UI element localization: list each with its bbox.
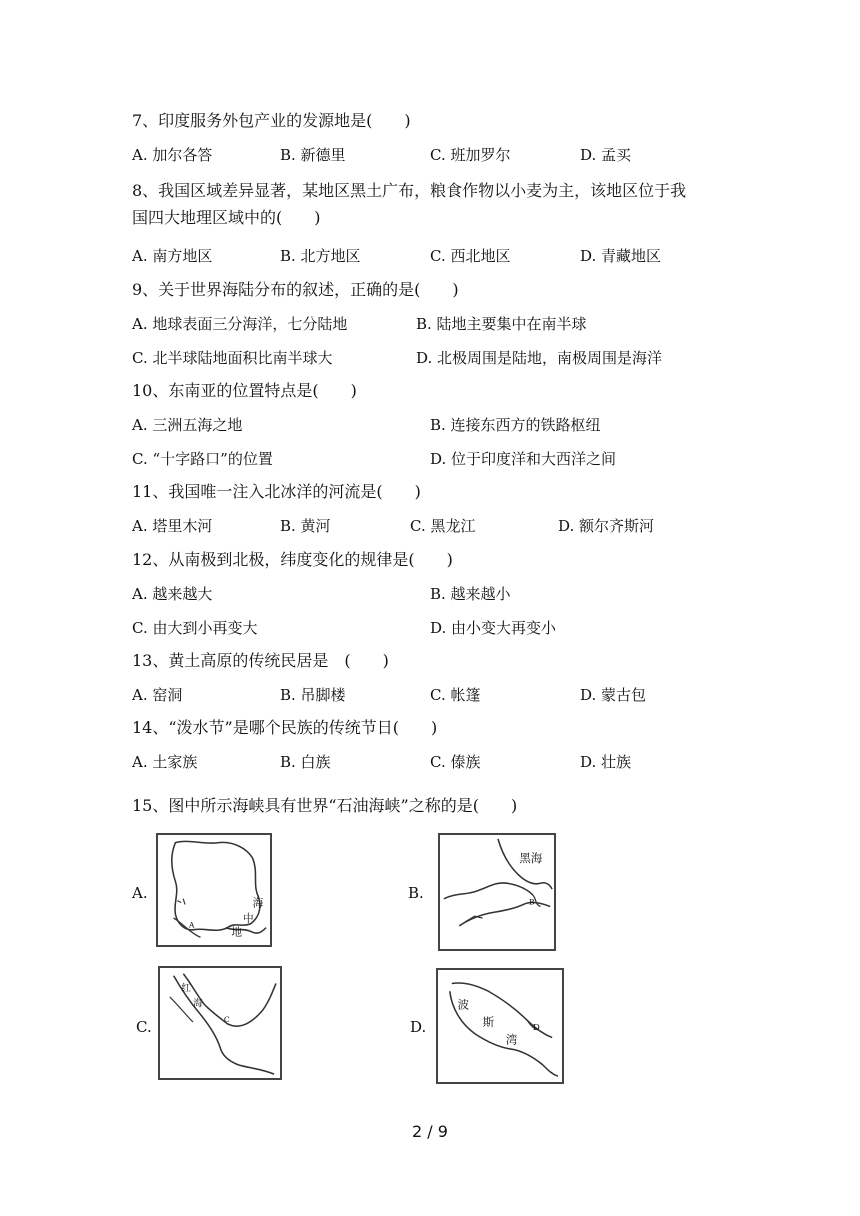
- map-a-label-sea: 海: [252, 896, 264, 910]
- map-d-label-letter: D: [532, 1022, 540, 1033]
- strait-map-a: [158, 835, 270, 945]
- q13-option-d[interactable]: D. 蒙古包: [580, 686, 647, 704]
- q11-option-a[interactable]: A. 塔里木河: [132, 517, 213, 535]
- q15-option-a[interactable]: A.: [132, 884, 148, 902]
- map-d-label-wave: 波: [457, 997, 470, 1012]
- question-7-stem: 7、印度服务外包产业的发源地是( ): [132, 111, 411, 130]
- map-c-label-sea: 海: [192, 998, 203, 1010]
- q9-option-c[interactable]: C. 北半球陆地面积比南半球大: [132, 349, 333, 367]
- q9-option-d[interactable]: D. 北极周围是陆地，南极周围是海洋: [416, 349, 663, 367]
- q9-option-a[interactable]: A. 地球表面三分海洋，七分陆地: [132, 315, 348, 333]
- q7-option-c[interactable]: C. 班加罗尔: [430, 146, 511, 164]
- question-13-stem: 13、黄土高原的传统民居是 ( ): [132, 651, 389, 670]
- strait-map-b: [440, 835, 554, 949]
- map-option-a[interactable]: [156, 833, 272, 947]
- map-b-label-letter: B: [528, 897, 535, 907]
- q13-option-c[interactable]: C. 帐篷: [430, 686, 481, 704]
- page-number: 2 / 9: [412, 1122, 448, 1141]
- map-option-d[interactable]: [436, 968, 564, 1084]
- q12-option-c[interactable]: C. 由大到小再变大: [132, 619, 258, 637]
- strait-map-c: [160, 968, 280, 1078]
- q10-option-b[interactable]: B. 连接东西方的铁路枢纽: [430, 416, 601, 434]
- q8-option-c[interactable]: C. 西北地区: [430, 247, 511, 265]
- strait-map-d: [438, 970, 562, 1082]
- q8-option-a[interactable]: A. 南方地区: [132, 247, 213, 265]
- map-option-c[interactable]: [158, 966, 282, 1080]
- q13-option-a[interactable]: A. 窑洞: [132, 686, 183, 704]
- question-15-stem: 15、图中所示海峡具有世界“石油海峡”之称的是( ): [132, 796, 518, 815]
- map-d-label-gulf: 湾: [505, 1032, 518, 1047]
- map-c-label-letter: C: [223, 1015, 230, 1025]
- q10-option-d[interactable]: D. 位于印度洋和大西洋之间: [430, 450, 617, 468]
- q15-option-c[interactable]: C.: [136, 1018, 152, 1036]
- q7-option-b[interactable]: B. 新德里: [280, 146, 346, 164]
- question-8-stem: 8、我国区域差异显著，某地区黑土广布，粮食作物以小麦为主，该地区位于我: [132, 181, 687, 200]
- map-a-label-land: 地: [231, 925, 242, 939]
- q8-option-d[interactable]: D. 青藏地区: [580, 247, 662, 265]
- q12-option-d[interactable]: D. 由小变大再变小: [430, 619, 557, 637]
- q9-option-b[interactable]: B. 陆地主要集中在南半球: [416, 315, 587, 333]
- q12-option-b[interactable]: B. 越来越小: [430, 585, 511, 603]
- q14-option-d[interactable]: D. 壮族: [580, 753, 632, 771]
- q11-option-d[interactable]: D. 额尔齐斯河: [558, 517, 655, 535]
- q12-option-a[interactable]: A. 越来越大: [132, 585, 213, 603]
- map-a-label-middle: 中: [242, 911, 254, 925]
- q14-option-c[interactable]: C. 傣族: [430, 753, 481, 771]
- map-b-label-black-sea: 黑海: [519, 851, 543, 866]
- q10-option-a[interactable]: A. 三洲五海之地: [132, 416, 243, 434]
- q7-option-a[interactable]: A. 加尔各答: [132, 146, 213, 164]
- map-c-label-red: 红: [181, 983, 192, 995]
- q14-option-a[interactable]: A. 土家族: [132, 753, 198, 771]
- question-14-stem: 14、“泼水节”是哪个民族的传统节日( ): [132, 718, 438, 737]
- map-option-b[interactable]: [438, 833, 556, 951]
- q10-option-c[interactable]: C. “十字路口”的位置: [132, 450, 273, 468]
- q8-option-b[interactable]: B. 北方地区: [280, 247, 361, 265]
- q11-option-b[interactable]: B. 黄河: [280, 517, 331, 535]
- question-8-stem-cont: 国四大地理区域中的( ): [132, 208, 321, 227]
- map-a-label-letter: A: [188, 920, 195, 930]
- map-d-label-persia: 斯: [482, 1015, 495, 1029]
- question-12-stem: 12、从南极到北极，纬度变化的规律是( ): [132, 550, 453, 569]
- question-9-stem: 9、关于世界海陆分布的叙述，正确的是( ): [132, 280, 459, 299]
- q11-option-c[interactable]: C. 黑龙江: [410, 517, 476, 535]
- q14-option-b[interactable]: B. 白族: [280, 753, 331, 771]
- q13-option-b[interactable]: B. 吊脚楼: [280, 686, 346, 704]
- question-11-stem: 11、我国唯一注入北冰洋的河流是( ): [132, 482, 421, 501]
- q7-option-d[interactable]: D. 孟买: [580, 146, 632, 164]
- q15-option-d[interactable]: D.: [410, 1018, 427, 1036]
- q15-option-b[interactable]: B.: [408, 884, 424, 902]
- question-10-stem: 10、东南亚的位置特点是( ): [132, 381, 357, 400]
